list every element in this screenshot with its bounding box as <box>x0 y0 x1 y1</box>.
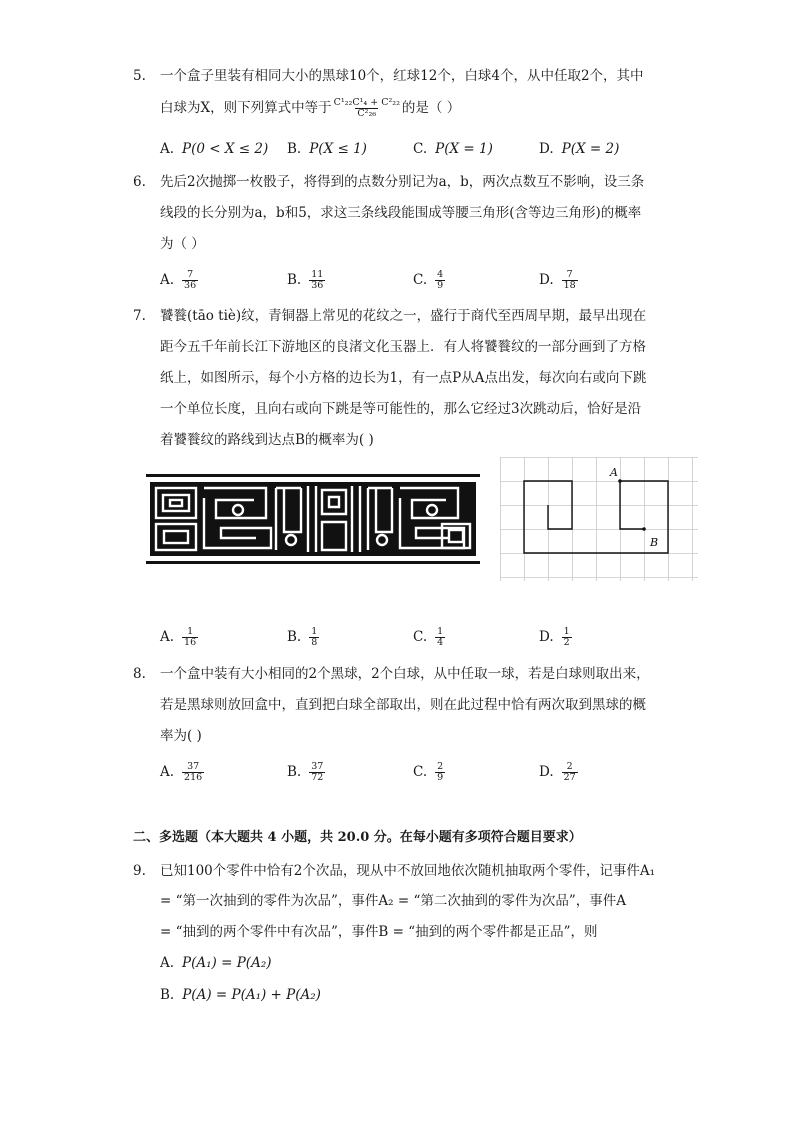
q7-line1: 饕餮(tāo tiè)纹，青铜器上常见的花纹之一，盛行于商代至西周早期，最早出现在 <box>160 308 647 324</box>
q7-option-a: A. $\frac{1}{16}$ <box>160 626 197 648</box>
q9-number: 9. <box>133 863 146 879</box>
taotie-pattern-image <box>146 470 480 568</box>
q6-line3: 为（ ） <box>160 236 205 252</box>
q5-expression-den: C²₂₆ <box>357 108 377 119</box>
q5-option-c: C. P(X = 1) <box>413 141 493 157</box>
q6-option-b: B. $\frac{11}{36}$ <box>287 269 324 291</box>
q5-option-d: D. P(X = 2) <box>539 141 620 157</box>
grid-path-diagram <box>500 457 698 581</box>
q7-option-c: C. $\frac{1}{4}$ <box>413 626 444 648</box>
point-a-label: A <box>610 466 618 479</box>
q5-expression <box>332 98 402 119</box>
q8-option-c: C. $\frac{2}{9}$ <box>413 761 444 783</box>
point-b-label: B <box>650 536 659 549</box>
q6-option-d: D. $\frac{7}{18}$ <box>539 269 576 291</box>
q7-number: 7. <box>133 308 146 324</box>
section-2-heading: 二、多选题（本大题共 4 小题，共 20.0 分。在每小题有多项符合题目要求） <box>133 830 582 845</box>
q6-number: 6. <box>133 174 146 190</box>
q5-expression-num: C¹₂₂C¹₄ + C²₂₂ <box>333 97 400 108</box>
q5-option-a: A. P(0 < X ≤ 2) <box>160 141 269 157</box>
q9-line2: = “第一次抽到的零件为次品”，事件A₂ = “第二次抽到的零件为次品”，事件A <box>160 893 627 909</box>
q8-option-a: A. $\frac{37}{216}$ <box>160 761 203 783</box>
point-b-dot <box>642 527 646 531</box>
q6-option-a: A. $\frac{7}{36}$ <box>160 269 197 291</box>
q5-line2 <box>160 98 460 119</box>
q7-line4: 一个单位长度，且向右或向下跳是等可能性的，那么它经过3次跳动后，恰好是沿 <box>160 401 642 417</box>
q9-line3: = “抽到的两个零件中有次品”，事件B = “抽到的两个零件都是正品”，则 <box>160 924 598 940</box>
q6-line1: 先后2次抛掷一枚骰子，将得到的点数分别记为a，b，两次点数互不影响，设三条 <box>160 174 645 190</box>
q8-number: 8. <box>133 666 146 682</box>
q8-line2: 若是黑球则放回盒中，直到把白球全部取出，则在此过程中恰有两次取到黑球的概 <box>160 697 646 713</box>
point-a-dot <box>618 479 622 483</box>
q7-option-b: B. $\frac{1}{8}$ <box>287 626 318 648</box>
q5-number: 5. <box>133 68 146 84</box>
q5-option-b: B. P(X ≤ 1) <box>287 141 367 157</box>
q9-line1: 已知100个零件中恰有2个次品，现从中不放回地依次随机抽取两个零件，记事件A₁ <box>160 863 656 879</box>
taotie-path <box>524 481 668 553</box>
q8-line1: 一个盒中装有大小相同的2个黑球，2个白球，从中任取一球，若是白球则取出来， <box>160 666 650 682</box>
q8-option-d: D. $\frac{2}{27}$ <box>539 761 576 783</box>
q6-line2: 线段的长分别为a，b和5，求这三条线段能围成等腰三角形(含等边三角形)的概率 <box>160 205 642 221</box>
q6-option-c: C. $\frac{4}{9}$ <box>413 269 444 291</box>
q8-line3: 率为( ) <box>160 728 202 744</box>
q7-option-d: D. $\frac{1}{2}$ <box>539 626 570 648</box>
q5-line2-pre: 白球为X，则下列算式中等于 <box>160 100 332 116</box>
q9-option-a: A. P(A₁) = P(A₂) <box>160 955 272 971</box>
q5-line2-post: 的是（ ） <box>401 100 461 116</box>
q7-line3: 纸上，如图所示，每个小方格的边长为1，有一点P从A点出发，每次向右或向下跳 <box>160 370 647 386</box>
q7-line5: 着饕餮纹的路线到达点B的概率为( ) <box>160 432 374 448</box>
q5-line1: 一个盒子里装有相同大小的黑球10个，红球12个，白球4个，从中任取2个，其中 <box>160 68 644 84</box>
q8-option-b: B. $\frac{37}{72}$ <box>287 761 324 783</box>
q7-line2: 距今五千年前长江下游地区的良渚文化玉器上．有人将饕餮纹的一部分画到了方格 <box>160 339 646 355</box>
q9-option-b: B. P(A) = P(A₁) + P(A₂) <box>160 987 321 1003</box>
